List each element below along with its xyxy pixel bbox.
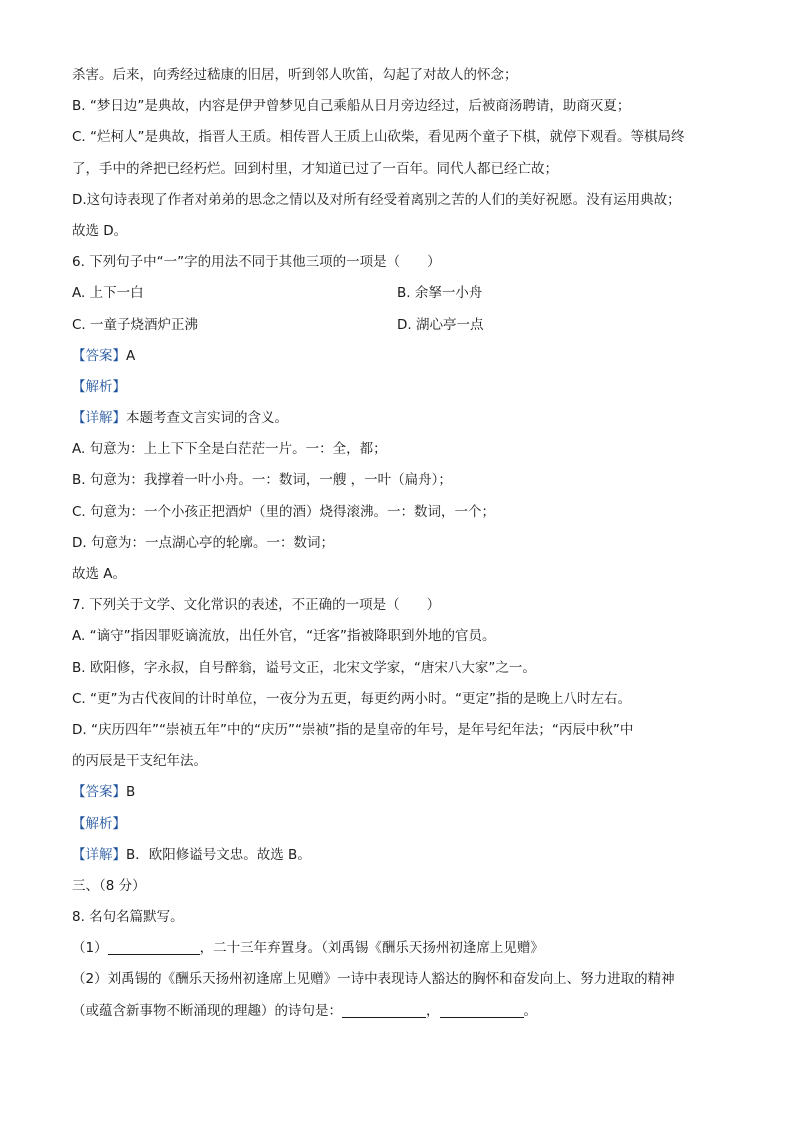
q7-option-a: A. “谪守”指因罪贬谪流放，出任外官，“迁客”指被降职到外地的官员。 [72, 628, 496, 645]
detail-tag: 【详解】 [72, 410, 126, 427]
q8-item-2-cont [72, 996, 732, 1027]
detail-text: B．欧阳修谥号文忠。故选 B。 [126, 846, 311, 863]
q6-conclusion: 故选 A。 [72, 566, 127, 582]
q6-detail [72, 403, 732, 434]
answer-value: B [126, 784, 136, 801]
q6-stem: 6. 下列句子中“一”字的用法不同于其他三项的一项是（ ） [72, 254, 441, 271]
text-line: D.这句诗表现了作者对弟弟的思念之情以及对所有经受着离别之苦的人们的美好祝愿。没有运用典故； [72, 191, 681, 208]
q6-answer [72, 341, 732, 372]
fill-blank[interactable] [342, 1002, 426, 1018]
q7-option-d-cont: 的丙辰是干支纪年法。 [72, 753, 207, 770]
item-number: （1） [72, 940, 108, 957]
q6-option-a: A. 上下一白 [72, 285, 144, 302]
q7-detail [72, 840, 732, 871]
q7-option-d: D. “庆历四年”“崇祯五年”中的“庆历”“崇祯”指的是皇帝的年号，是年号纪年法；“丙辰中秋”中 [72, 721, 634, 738]
detail-tag: 【详解】 [72, 846, 126, 863]
text-line: C. “烂柯人”是典故，指晋人王质。相传晋人王质上山砍柴，看见两个童子下棋，就停下观看。等棋局终 [72, 129, 685, 146]
section-3-title: 三、（8 分） [72, 877, 146, 894]
period: 。 [523, 1002, 537, 1019]
q7-analysis [72, 809, 732, 840]
q6-explain-d: D. 句意为：一点湖心亭的轮廓。一：数词； [72, 534, 334, 551]
item-text: （或蕴含新事物不断涌现的理趣）的诗句是： [72, 1002, 342, 1019]
q8-item-2: （2）刘禹锡的《酬乐天扬州初逢席上见赠》一诗中表现诗人豁达的胸怀和奋发向上、努力进取的精神 [72, 971, 675, 988]
detail-text: 本题考查文言实词的含义。 [126, 410, 288, 427]
q7-stem: 7. 下列关于文学、文化常识的表述，不正确的一项是（ ） [72, 597, 441, 614]
answer-tag: 【答案】 [72, 784, 126, 801]
fill-blank[interactable] [440, 1002, 524, 1018]
q6-option-b: B. 余拏一小舟 [397, 285, 483, 302]
q6-option-c: C. 一童子烧酒炉正沸 [72, 316, 199, 333]
q7-answer [72, 777, 732, 808]
q6-explain-b: B. 句意为：我撑着一叶小舟。一：数词，一艘 ，一叶（扁舟）； [72, 472, 452, 489]
q6-explain-c: C. 句意为：一个小孩正把酒炉（里的酒）烧得滚沸。一：数词，一个； [72, 503, 496, 520]
q6-explain-a: A. 句意为：上上下下全是白茫茫一片。一：全，都； [72, 441, 387, 458]
separator: ， [426, 1002, 440, 1019]
item-text: ，二十三年弃置身。（刘禹锡《酬乐天扬州初逢席上见赠》 [199, 940, 544, 957]
analysis-tag: 【解析】 [72, 815, 126, 832]
q8-stem: 8. 名句名篇默写。 [72, 909, 184, 926]
q6-options-row-2 [72, 310, 732, 341]
text-line: B. “梦日边”是典故，内容是伊尹曾梦见自己乘船从日月旁边经过，后被商汤聘请，助商灭夏； [72, 98, 631, 115]
answer-value: A [126, 347, 136, 364]
q6-option-d: D. 湖心亭一点 [397, 316, 484, 333]
q6-analysis [72, 372, 732, 403]
q7-option-b: B. 欧阳修，字永叔，自号醉翁，谥号文正，北宋文学家，“唐宋八大家”之一。 [72, 659, 536, 676]
text-line: 故选 D。 [72, 222, 128, 239]
analysis-tag: 【解析】 [72, 378, 126, 395]
document-page [72, 60, 732, 1027]
q7-option-c: C. “更”为古代夜间的计时单位，一夜分为五更，每更约两小时。“更定”指的是晚上八时左右。 [72, 690, 631, 707]
q6-options-row-1 [72, 278, 732, 309]
answer-tag: 【答案】 [72, 347, 126, 364]
text-line: 杀害。后来，向秀经过嵇康的旧居，听到邻人吹笛，勾起了对故人的怀念； [72, 67, 518, 83]
q8-item-1 [72, 933, 732, 964]
text-line: 了，手中的斧把已经朽烂。回到村里，才知道已过了一百年。同代人都已经亡故； [72, 160, 558, 177]
fill-blank[interactable] [108, 939, 200, 955]
